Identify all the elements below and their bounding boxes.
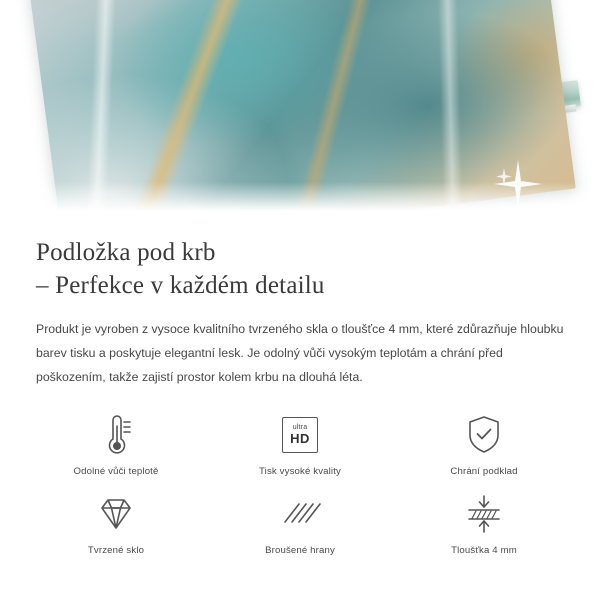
feature-grid [0, 412, 600, 556]
feature-label: Odolné vůči teplotě [73, 465, 159, 477]
feature-item-surface-protection [392, 412, 576, 477]
ultra-hd-badge-main: HD [290, 431, 310, 447]
page-title-line-1: Podložka pod krb [36, 239, 216, 266]
ultra-hd-icon [282, 412, 318, 458]
hero-image [0, 0, 600, 222]
feature-item-thickness [392, 491, 576, 556]
feature-label: Tloušťka 4 mm [451, 544, 517, 556]
feature-label: Broušené hrany [265, 544, 335, 556]
hero-bottom-fade [0, 182, 600, 222]
feature-item-polished-edges [208, 491, 392, 556]
hero-image-inner [0, 0, 600, 222]
feature-item-print-quality [208, 412, 392, 477]
feature-label: Tisk vysoké kvality [259, 465, 341, 477]
feature-label: Tvrzené sklo [87, 544, 145, 556]
feature-label: Chrání podklad [450, 465, 518, 477]
polished-edges-icon [277, 491, 323, 537]
feature-item-temperature-resistant [24, 412, 208, 477]
feature-item-tempered-glass [24, 491, 208, 556]
thermometer-icon [96, 412, 136, 458]
diamond-icon [94, 491, 138, 537]
page-title-line-2: – Perfekce v každém detailu [36, 272, 325, 299]
thickness-arrows-icon [461, 491, 507, 537]
product-description-text: Produkt je vyroben z vysoce kvalitního tvrzeného skla o tloušťce 4 mm, které zdůrazňuje hloubku barev tisku a poskytuje elegantní lesk. Je odolný vůči vysokým teplotám a chrání před poškozením, takže zajistí prostor kolem krbu na dlouhá léta. [36, 322, 564, 384]
ultra-hd-badge-top: ultra [292, 424, 308, 432]
ultra-hd-badge [282, 417, 318, 453]
content-block [0, 222, 600, 390]
shield-check-icon [464, 412, 504, 458]
page-title [36, 236, 564, 302]
